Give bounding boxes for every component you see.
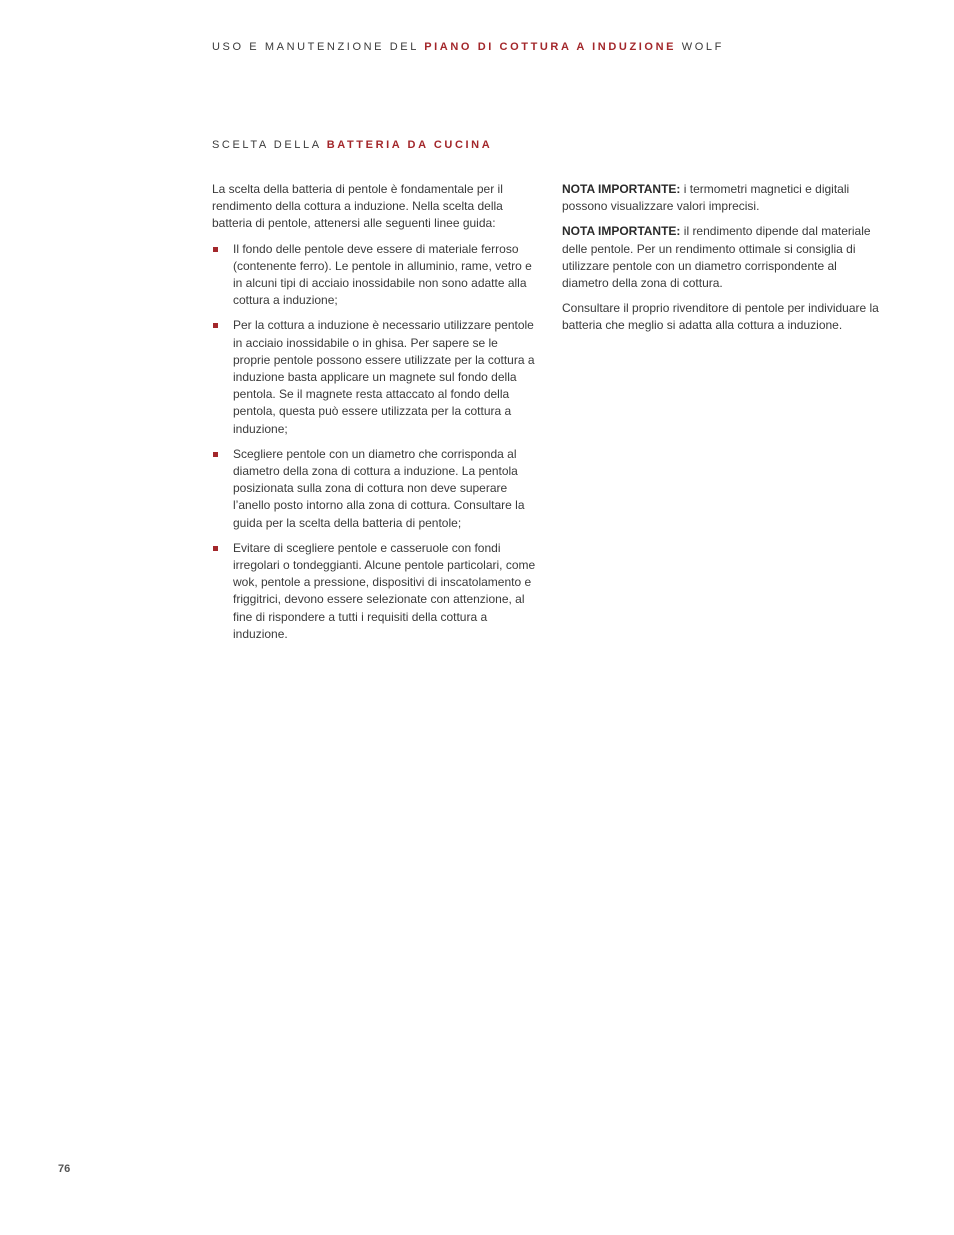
header-suffix: WOLF	[676, 41, 724, 53]
square-bullet-icon	[213, 247, 218, 252]
note-paragraph	[562, 223, 882, 292]
square-bullet-icon	[213, 323, 218, 328]
header-highlight: PIANO DI COTTURA A INDUZIONE	[424, 41, 677, 53]
note-text: i termometri magnetici e digitali possono visualizzare valori imprecisi.	[562, 182, 850, 214]
section-title-prefix: SCELTA DELLA	[212, 139, 327, 151]
running-header	[212, 41, 724, 53]
note-label: NOTA IMPORTANTE:	[562, 182, 681, 196]
page-number: 76	[58, 1163, 71, 1175]
guideline-list	[212, 241, 537, 643]
list-item-text: Scegliere pentole con un diametro che corrisponda al diametro della zona di cottura a induzione. La pentola posizionata sulla zona di cottura non deve superare l’anello posto intorno alla zona di cottura. Consultare la guida per la scelta della batteria di pentole;	[233, 446, 525, 530]
square-bullet-icon	[213, 452, 218, 457]
header-prefix: USO E MANUTENZIONE DEL	[212, 41, 425, 53]
note-text: il rendimento dipende dal materiale delle pentole. Per un rendimento ottimale si consiglia di utilizzare pentole con un diametro corrispondente al diametro della zona di cottura.	[562, 224, 871, 291]
section-title-highlight: BATTERIA DA CUCINA	[326, 139, 493, 151]
closing-paragraph: Consultare il proprio rivenditore di pentole per individuare la batteria che meglio si adatta alla cottura a induzione.	[562, 301, 879, 333]
right-column	[562, 181, 882, 343]
list-item-text: Evitare di scegliere pentole e casseruole con fondi irregolari o tondeggianti. Alcune pentole particolari, come wok, pentole a pressione, dispositivi di inscatolamento e friggitrici, devono essere selezionate con attenzione, al fine di rispondere a tutti i requisiti della cottura a induzione.	[233, 540, 536, 641]
note-label: NOTA IMPORTANTE:	[562, 224, 681, 239]
note-paragraph	[562, 181, 882, 215]
list-item	[212, 446, 537, 532]
list-item-text: Il fondo delle pentole deve essere di materiale ferroso (contenente ferro). Le pentole in alluminio, rame, vetro e in alcuni tipi di acciaio inossidabile non sono adatte alla cottura a induzione;	[233, 241, 532, 308]
list-item	[212, 241, 537, 310]
list-item	[212, 540, 537, 643]
square-bullet-icon	[213, 546, 218, 551]
section-title	[212, 139, 492, 151]
list-item	[212, 317, 537, 437]
left-column	[212, 181, 537, 651]
list-item-text: Per la cottura a induzione è necessario utilizzare pentole in acciaio inossidabile o in ghisa. Per sapere se le proprie pentole possono essere utilizzate per la cottura a induzione basta applicare un magnete sul fondo della pentola. Se il magnete resta attaccato al fondo della pentola, questa può essere utilizzata per la cottura a induzione;	[233, 318, 535, 436]
intro-paragraph: La scelta della batteria di pentole è fondamentale per il rendimento della cottura a induzione. Nella scelta della batteria di pentole, attenersi alle seguenti linee guida:	[212, 182, 503, 231]
